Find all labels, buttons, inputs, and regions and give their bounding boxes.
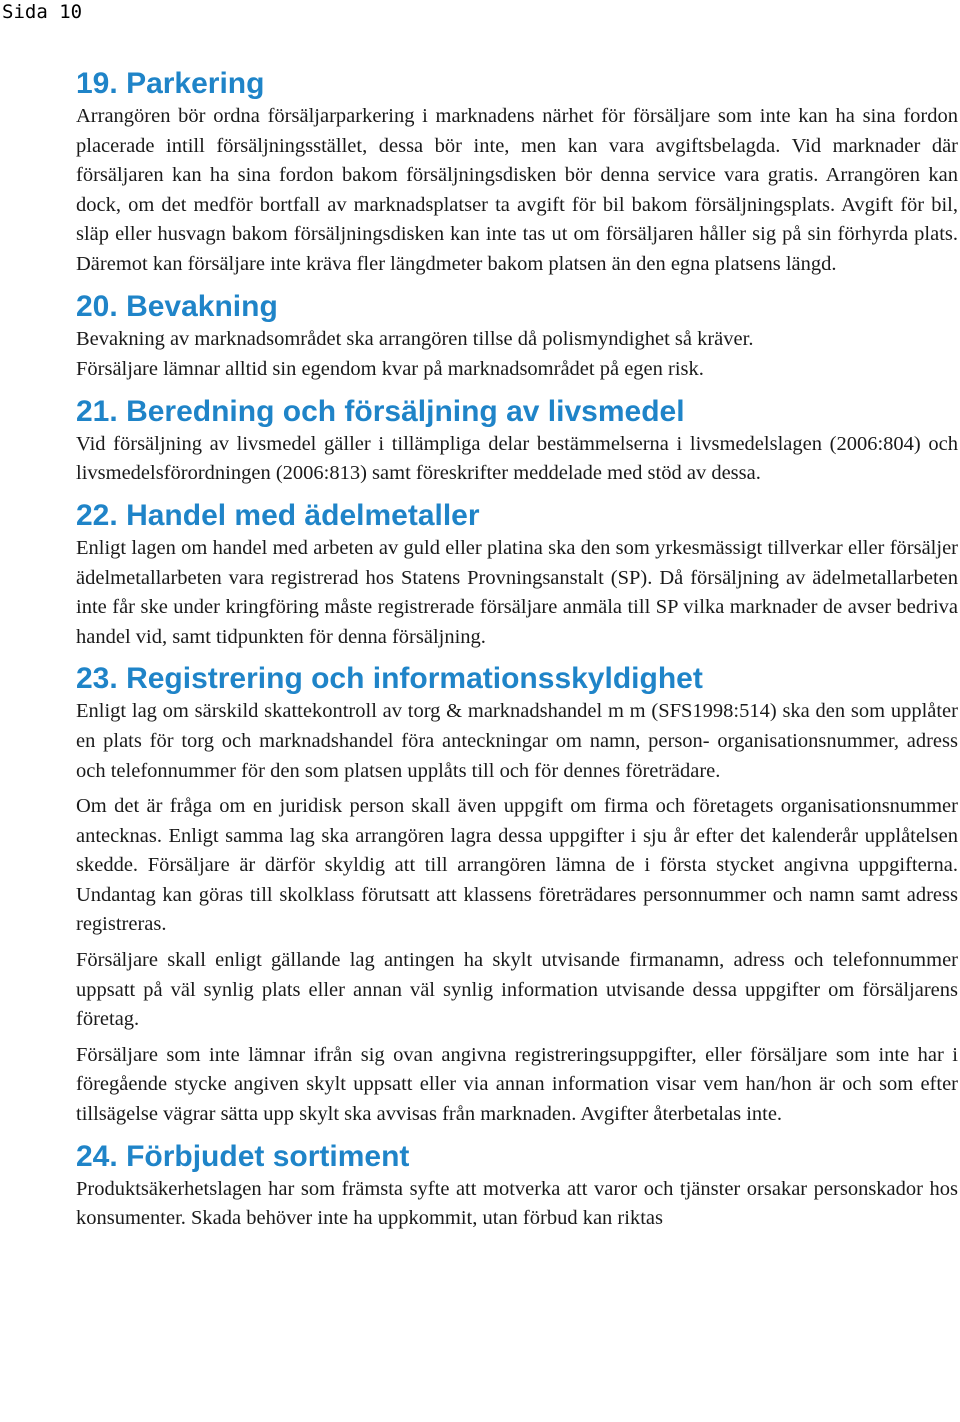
section-paragraph: Försäljare lämnar alltid sin egendom kvar på marknadsområdet på egen risk. xyxy=(76,358,704,381)
section-paragraph: Om det är fråga om en juridisk person skall även uppgift om firma och företagets organisationsnummer antecknas. Enligt samma lag ska arrangören lagra dessa uppgifter i sju år efter det kalenderår upplåtelsen skedde. Försäljare är därför skyldig att till arrangören lämna de i första stycket angivna uppgifterna. Undantag kan göras till skolklass förutsatt att klassens företrädares personnummer och namn samt adress registreras. xyxy=(76,795,958,936)
section-paragraph: Vid försäljning av livsmedel gäller i tillämpliga delar bestämmelserna i livsmedelslagen (2006:804) och livsmedelsförordningen (2006:813) samt föreskrifter meddelade med stöd av dessa. xyxy=(76,432,958,485)
section-heading xyxy=(76,289,958,325)
section-paragraph: Enligt lag om särskild skattekontroll av torg & marknadshandel m m (SFS1998:514) ska den som upplåter en plats för torg och marknadshandel föra anteckningar om namn, person- organisationsnummer, adress och telefonnummer för den som platsen upplåts till och för dennes företrädare. xyxy=(76,700,958,782)
document-body xyxy=(76,66,958,1234)
section-adelmetaller xyxy=(76,498,958,652)
section-number: 20. xyxy=(76,289,118,323)
section-title: Registrering och informationsskyldighet xyxy=(126,662,703,696)
section-paragraph: Försäljare som inte lämnar ifrån sig ovan angivna registreringsuppgifter, eller försäljare som inte har i föregående stycke angiven skylt uppsatt eller via annan information visar vem han/hon är och som efter tillsägelse vägrar sätta upp skylt ska avvisas från marknaden. Avgifter återbetalas inte. xyxy=(76,1043,958,1126)
page-number-label: Sida 10 xyxy=(2,1,83,23)
section-number: 21. xyxy=(76,394,118,428)
section-livsmedel xyxy=(76,394,958,489)
section-paragraph: Försäljare skall enligt gällande lag antingen ha skylt utvisande firmanamn, adress och telefonnummer uppsatt på väl synlig plats eller annan väl synlig information utvisande dessa uppgifter om försäljarens företag. xyxy=(76,949,958,1031)
section-paragraph: Bevakning av marknadsområdet ska arrangören tillse då polismyndighet så kräver. xyxy=(76,327,754,350)
section-bevakning xyxy=(76,289,958,385)
section-forbjudet-sortiment xyxy=(76,1139,958,1234)
section-heading xyxy=(76,498,958,534)
section-number: 19. xyxy=(76,67,118,100)
section-number: 23. xyxy=(76,662,118,696)
section-title: Förbjudet sortiment xyxy=(126,1139,410,1173)
section-registrering xyxy=(76,661,958,1129)
section-title: Parkering xyxy=(126,67,265,100)
section-title: Bevakning xyxy=(126,289,278,323)
section-paragraph: Arrangören bör ordna försäljarparkering i marknadens närhet för försäljare som inte kan ha sina fordon placerade intill försäljningsstället, dessa bör inte, men kan vara avgiftsbelagda. Vid marknader där försäljaren kan ha sina fordon bakom försäljningsdisken bör denna service vara gratis. Arrangören kan dock, om det medför bortfall av marknadsplatser ta avgift för bil bakom försäljningsplats. Avgift för bil, släp eller husvagn bakom försäljningsdisken kan inte tas ut om försäljaren håller sig på sin förhyrda plats. Däremot kan försäljare inte kräva fler längdmeter bakom platsen än den egna platsens längd. xyxy=(76,105,958,275)
section-title: Beredning och försäljning av livsmedel xyxy=(126,394,685,428)
section-heading xyxy=(76,1139,958,1175)
section-title: Handel med ädelmetaller xyxy=(126,498,480,532)
section-heading xyxy=(76,66,958,102)
section-paragraph: Produktsäkerhetslagen har som främsta syfte att motverka att varor och tjänster orsakar personskador hos konsumenter. Skada behöver inte ha uppkommit, utan förbud kan riktas xyxy=(76,1177,958,1230)
section-number: 24. xyxy=(76,1139,118,1173)
section-heading xyxy=(76,394,958,430)
section-number: 22. xyxy=(76,498,118,532)
section-paragraph: Enligt lagen om handel med arbeten av guld eller platina ska den som yrkesmässigt tillverkar eller försäljer ädelmetallarbeten vara registrerad hos Statens Provningsanstalt (SP). Då försäljning av ädelmetallarbeten inte får ske under kringföring måste registrerade försäljare anmäla till SP vilka marknader de avser bedriva handel vid, samt tidpunkten för denna försäljning. xyxy=(76,536,958,648)
section-parkering xyxy=(76,66,958,280)
section-heading xyxy=(76,661,958,697)
